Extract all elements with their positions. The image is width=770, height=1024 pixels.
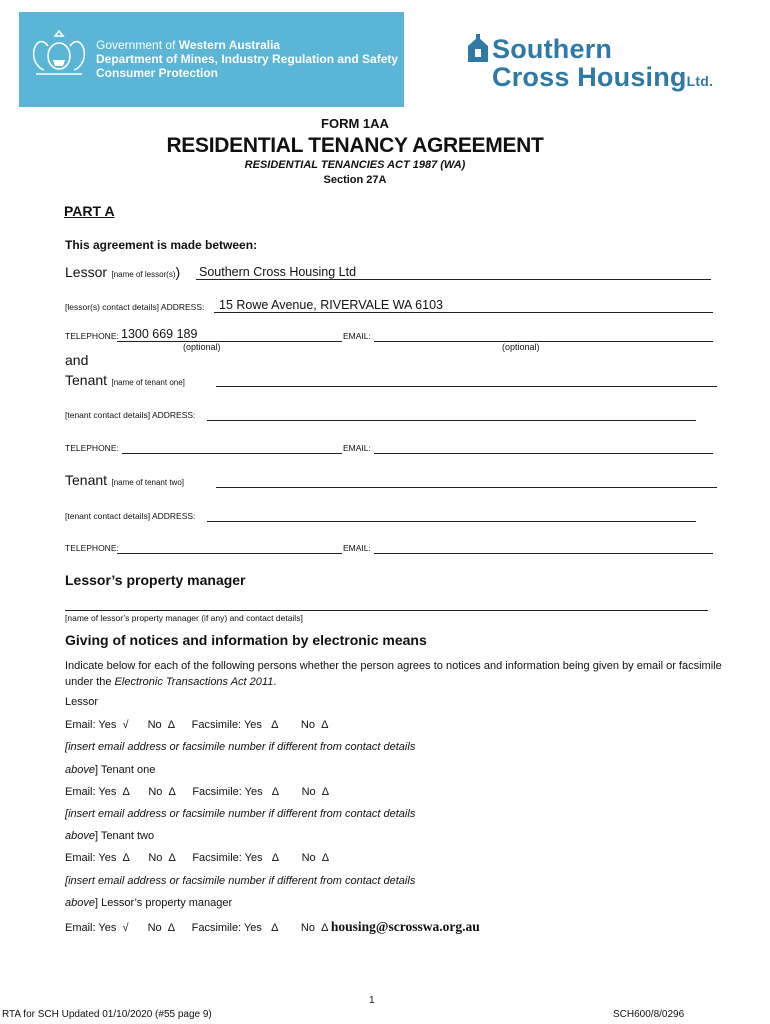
lessor-address-line bbox=[214, 312, 713, 313]
manager-email-yes-check[interactable]: √ bbox=[122, 922, 129, 934]
tenant-two-consent-row: Email: Yes Δ No Δ Facsimile: Yes Δ No Δ bbox=[65, 852, 330, 864]
tenant-one-consent-row: Email: Yes Δ No Δ Facsimile: Yes Δ No Δ bbox=[65, 786, 330, 798]
lessor-consent-row: Email: Yes √ No Δ Facsimile: Yes Δ No Δ bbox=[65, 719, 329, 731]
tenant-one-fax-no-box[interactable]: Δ bbox=[321, 786, 330, 798]
tenant-one-name-line[interactable] bbox=[216, 386, 717, 387]
tenant-two-telephone-line[interactable] bbox=[117, 553, 342, 554]
part-a-heading: PART A bbox=[64, 203, 115, 219]
lessor-label: Lessor bbox=[65, 264, 108, 280]
tenant-two-label: Tenant bbox=[65, 472, 108, 488]
form-act: RESIDENTIAL TENANCIES ACT 1987 (WA) bbox=[244, 159, 466, 171]
lessor-email-label: EMAIL: bbox=[343, 331, 371, 341]
lessor-fax-no-box[interactable]: Δ bbox=[321, 719, 329, 731]
footer-right-reference: SCH600/8/0296 bbox=[613, 1009, 685, 1020]
tenant-two-telephone-label: TELEPHONE: bbox=[65, 543, 119, 553]
tenant-one-insert-note: [insert email address or facsimile number if different from contact details bbox=[65, 808, 416, 820]
tenant-one-label-group bbox=[65, 372, 185, 390]
logo-text-southern: Southern bbox=[492, 34, 613, 64]
lessor-telephone-value[interactable]: 1300 669 189 bbox=[121, 327, 198, 341]
footer-left-reference: RTA for SCH Updated 01/10/2020 (#55 page 9) bbox=[2, 1009, 212, 1020]
manager-fax-yes-box[interactable]: Δ bbox=[271, 922, 278, 934]
tenant-one-email-line[interactable] bbox=[374, 453, 713, 454]
tenant-one-section-label: above] Tenant one bbox=[65, 764, 156, 776]
logo-ltd: Ltd. bbox=[686, 73, 714, 89]
property-manager-caption: [name of lessor’s property manager (if any) and contact details] bbox=[65, 613, 303, 623]
manager-section-label: above] Lessor’s property manager bbox=[65, 897, 233, 909]
house-icon bbox=[466, 34, 490, 64]
property-manager-heading: Lessor’s property manager bbox=[65, 572, 246, 588]
tenant-two-email-no-box[interactable]: Δ bbox=[168, 852, 176, 864]
lessor-sublabel: [name of lessor(s) bbox=[111, 270, 176, 279]
tenant-one-email-yes-box[interactable]: Δ bbox=[122, 786, 130, 798]
page-number: 1 bbox=[369, 995, 375, 1006]
manager-email-no-box[interactable]: Δ bbox=[167, 922, 175, 934]
tenant-one-address-line[interactable] bbox=[207, 420, 696, 421]
form-title: RESIDENTIAL TENANCY AGREEMENT bbox=[166, 134, 544, 157]
lessor-name-line bbox=[196, 279, 711, 280]
lessor-address-label: [lessor(s) contact details] ADDRESS: bbox=[65, 302, 205, 312]
tenant-one-telephone-line[interactable] bbox=[122, 453, 342, 454]
agreement-intro: This agreement is made between: bbox=[65, 238, 258, 252]
telephone-optional-note: (optional) bbox=[183, 342, 221, 352]
form-section: Section 27A bbox=[323, 174, 387, 186]
tenant-two-sublabel: [name of tenant two] bbox=[111, 478, 184, 487]
tenant-two-email-line[interactable] bbox=[374, 553, 713, 554]
tenant-one-telephone-label: TELEPHONE: bbox=[65, 443, 119, 453]
lessor-fax-yes-box[interactable]: Δ bbox=[271, 719, 278, 731]
lessor-telephone-line bbox=[117, 341, 342, 342]
tenant-two-fax-no-box[interactable]: Δ bbox=[321, 852, 330, 864]
lessor-section-label: Lessor bbox=[65, 696, 99, 708]
tenant-two-insert-note: [insert email address or facsimile number if different from contact details bbox=[65, 875, 416, 887]
lessor-address-value[interactable]: 15 Rowe Avenue, RIVERVALE WA 6103 bbox=[219, 298, 443, 312]
and-label: and bbox=[65, 352, 89, 368]
tenant-two-email-label: EMAIL: bbox=[343, 543, 371, 553]
manager-consent-row: Email: Yes √ No Δ Facsimile: Yes Δ No Δ housing@scrosswa.org.au bbox=[65, 919, 480, 934]
lessor-email-no-box[interactable]: Δ bbox=[167, 719, 175, 731]
tenant-one-sublabel: [name of tenant one] bbox=[111, 378, 185, 387]
logo-text-cross-housing: Cross HousingLtd. bbox=[492, 62, 714, 92]
manager-fax-no-box[interactable]: Δ bbox=[321, 922, 328, 934]
lessor-name-value[interactable]: Southern Cross Housing Ltd bbox=[199, 265, 357, 279]
lessor-insert-note: [insert email address or facsimile number if different from contact details bbox=[65, 741, 416, 753]
tenant-one-label: Tenant bbox=[65, 372, 108, 388]
tenant-one-email-label: EMAIL: bbox=[343, 443, 371, 453]
electronic-transactions-act: Electronic Transactions Act 2011 bbox=[114, 676, 274, 688]
tenant-one-email-no-box[interactable]: Δ bbox=[168, 786, 176, 798]
lessor-email-line[interactable] bbox=[374, 341, 713, 342]
tenant-two-name-line[interactable] bbox=[216, 487, 717, 488]
tenant-two-address-label: [tenant contact details] ADDRESS: bbox=[65, 511, 196, 521]
tenant-two-email-yes-box[interactable]: Δ bbox=[122, 852, 130, 864]
lessor-email-yes-check[interactable]: √ bbox=[122, 719, 129, 731]
electronic-notices-intro: Indicate below for each of the following persons whether the person agrees to notices and information being given by email or facsimile under the Electronic Transactions Act 2011. bbox=[65, 660, 722, 688]
manager-email-value[interactable]: housing@scrosswa.org.au bbox=[330, 919, 480, 934]
wa-coat-of-arms-icon bbox=[28, 30, 90, 80]
lessor-label-group: Lessor [name of lessor(s)) bbox=[65, 264, 181, 280]
gov-line-1: Government of Western Australia bbox=[96, 38, 281, 52]
email-optional-note: (optional) bbox=[502, 342, 540, 352]
tenant-two-fax-yes-box[interactable]: Δ bbox=[271, 852, 279, 864]
tenant-two-section-label: above] Tenant two bbox=[65, 830, 155, 842]
gov-line-3: Consumer Protection bbox=[96, 66, 219, 80]
form-number: FORM 1AA bbox=[321, 116, 389, 131]
tenant-one-address-label: [tenant contact details] ADDRESS: bbox=[65, 410, 196, 420]
tenant-one-fax-yes-box[interactable]: Δ bbox=[271, 786, 279, 798]
lessor-telephone-label: TELEPHONE: bbox=[65, 331, 119, 341]
electronic-notices-heading: Giving of notices and information by electronic means bbox=[65, 632, 427, 648]
property-manager-line[interactable] bbox=[65, 610, 708, 611]
tenant-two-address-line[interactable] bbox=[207, 521, 696, 522]
gov-line-2: Department of Mines, Industry Regulation and Safety bbox=[96, 52, 399, 66]
tenant-two-label-group bbox=[65, 472, 184, 490]
